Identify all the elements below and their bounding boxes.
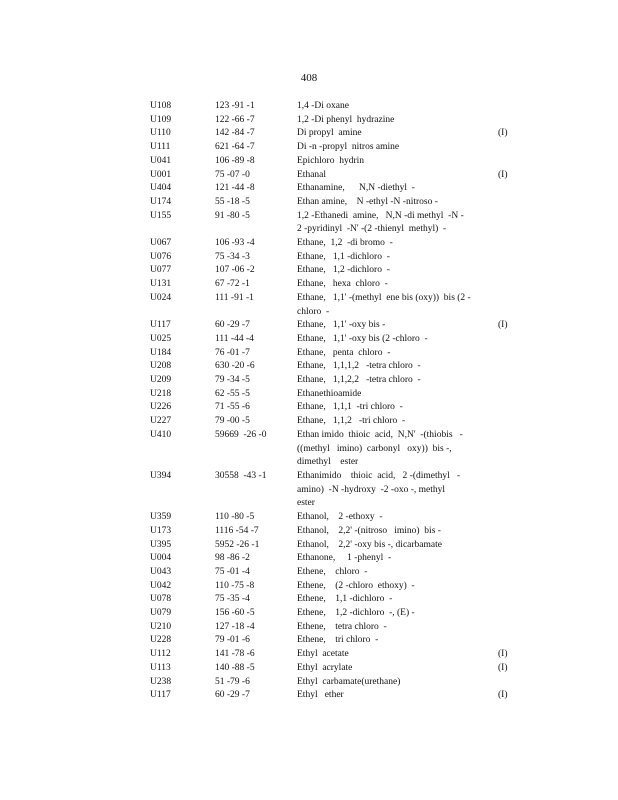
substance-name: Ethane, 1,1 -dichloro - (297, 251, 390, 262)
cas-number: 127 -18 -4 (215, 621, 255, 632)
substance-name: Ethan amine, N -ethyl -N -nitroso - (297, 196, 438, 207)
table-row (0, 155, 618, 169)
waste-code: U110 (150, 128, 171, 139)
waste-code: U404 (150, 183, 172, 194)
cas-number: 1116 -54 -7 (215, 525, 259, 536)
cas-number: 75 -35 -4 (215, 594, 250, 605)
table-row (0, 169, 618, 183)
substance-name: Ethyl acrylate (297, 662, 353, 673)
table-row (0, 360, 618, 374)
substance-name: Ethane, 1,1,2 -tri chloro - (297, 416, 406, 427)
cas-number: 156 -60 -5 (215, 608, 255, 619)
cas-number: 122 -66 -7 (215, 114, 255, 125)
table-row (0, 141, 618, 155)
cas-number: 110 -80 -5 (215, 512, 255, 523)
table-row (0, 662, 618, 676)
waste-code: U078 (150, 594, 172, 605)
cas-number: 79 -34 -5 (215, 375, 250, 386)
substance-name: Ethane, 1,1,1 -tri chloro - (297, 402, 403, 413)
hazard-flag: (I) (498, 662, 508, 673)
waste-code: U113 (150, 662, 171, 673)
substance-name: Ethane, penta chloro - (297, 347, 391, 358)
table-row (0, 127, 618, 141)
substance-name: Ethane, hexa chloro - (297, 279, 388, 290)
cas-number: 123 -91 -1 (215, 101, 255, 111)
waste-code: U077 (150, 265, 172, 276)
waste-code: U111 (150, 142, 171, 153)
cas-number: 106 -89 -8 (215, 155, 255, 166)
table-row (0, 278, 618, 292)
table-row (0, 648, 618, 662)
waste-code: U117 (150, 320, 171, 331)
table-row (0, 676, 618, 690)
waste-code: U025 (150, 333, 172, 344)
table-row (0, 333, 618, 347)
waste-code: U359 (150, 512, 172, 523)
cas-number: 60 -29 -7 (215, 690, 250, 701)
cas-number: 141 -78 -6 (215, 649, 255, 660)
substance-name: Ethene, 1,2 -dichloro -, (E) - (297, 608, 415, 619)
substance-name: Ethyl carbamate(urethane) (297, 676, 401, 687)
waste-code: U001 (150, 169, 172, 180)
waste-code: U227 (150, 416, 172, 427)
table-row (0, 689, 618, 703)
table-row (0, 388, 618, 402)
cas-number: 106 -93 -4 (215, 238, 255, 249)
cas-number: 140 -88 -5 (215, 662, 255, 673)
waste-code: U079 (150, 608, 172, 619)
substance-name: Ethane, 1,2 -di bromo - (297, 238, 393, 249)
waste-code: U043 (150, 566, 172, 577)
substance-name: Ethanal (297, 169, 327, 180)
table-row (0, 182, 618, 196)
substance-name: Ethane, 1,1' -(methyl ene bis (oxy)) bis (2 - chloro - (297, 292, 471, 317)
cas-number: 111 -91 -1 (215, 292, 254, 303)
substance-name: Ethene, 1,1 -dichloro - (297, 594, 393, 605)
substance-name: Ethane, 1,1' -oxy bis - (297, 320, 386, 331)
waste-code: U155 (150, 210, 172, 221)
table-row (0, 264, 618, 278)
substance-name: Ethanamine, N,N -diethyl - (297, 183, 415, 194)
cas-number: 91 -80 -5 (215, 210, 250, 221)
waste-code: U173 (150, 525, 172, 536)
substance-name: Ethanimido thioic acid, 2 -(dimethyl - amino) -N -hydroxy -2 -oxo -, methyl ester (297, 470, 461, 509)
table-row (0, 196, 618, 210)
table-row (0, 292, 618, 319)
table-row (0, 552, 618, 566)
table-row (0, 347, 618, 361)
cas-number: 75 -34 -3 (215, 251, 250, 262)
waste-code: U109 (150, 114, 172, 125)
substance-name: Ethanol, 2,2' -oxy bis -, dicarbamate (297, 539, 442, 550)
substance-name: Ethene, tri chloro - (297, 635, 379, 646)
waste-code: U076 (150, 251, 172, 262)
substance-name: Ethanol, 2 -ethoxy - (297, 512, 383, 523)
waste-code: U067 (150, 238, 172, 249)
hazard-flag: (I) (498, 128, 508, 139)
table-row (0, 525, 618, 539)
substance-name: Di -n -propyl nitros amine (297, 142, 400, 153)
table-row (0, 539, 618, 553)
waste-code: U131 (150, 279, 172, 290)
substance-name: Ethanethioamide (297, 388, 362, 399)
cas-number: 121 -44 -8 (215, 183, 255, 194)
waste-code: U238 (150, 676, 172, 687)
table-row (0, 251, 618, 265)
cas-number: 111 -44 -4 (215, 333, 254, 344)
waste-code: U395 (150, 539, 172, 550)
waste-code: U117 (150, 690, 171, 701)
substance-name: Di propyl amine (297, 128, 362, 139)
substance-name: Ethene, tetra chloro - (297, 621, 387, 632)
substance-name: Ethyl ether (297, 690, 344, 701)
waste-code: U218 (150, 388, 172, 399)
waste-code: U041 (150, 155, 172, 166)
substance-name: 1,4 -Di oxane (297, 101, 349, 111)
table-row (0, 210, 618, 237)
waste-code: U184 (150, 347, 172, 358)
hazard-flag: (I) (498, 169, 508, 180)
table-row (0, 319, 618, 333)
substance-name: Ethane, 1,2 -dichloro - (297, 265, 390, 276)
substance-name: Ethane, 1,1' -oxy bis (2 -chloro - (297, 333, 428, 344)
cas-number: 59669 -26 -0 (215, 429, 267, 440)
substance-name: Ethanol, 2,2' -(nitroso imino) bis - (297, 525, 441, 536)
table-row (0, 580, 618, 594)
table-row (0, 114, 618, 128)
table-row (0, 511, 618, 525)
substance-name: Ethene, chloro - (297, 566, 368, 577)
table-row (0, 100, 618, 114)
table-row (0, 621, 618, 635)
table-row (0, 593, 618, 607)
table-row (0, 415, 618, 429)
table-row (0, 429, 618, 470)
substance-name: Ethan imido thioic acid, N,N' -(thiobis - ((methyl imino) carbonyl oxy)) bis -, dimethyl ester (297, 429, 463, 468)
table-row (0, 607, 618, 621)
page-number: 408 (300, 72, 318, 84)
substance-name: Ethane, 1,1,2,2 -tetra chloro - (297, 375, 421, 386)
cas-number: 76 -01 -7 (215, 347, 250, 358)
table-row (0, 566, 618, 580)
waste-code: U210 (150, 621, 172, 632)
waste-code: U394 (150, 470, 172, 481)
cas-number: 75 -01 -4 (215, 566, 250, 577)
waste-code: U042 (150, 580, 172, 591)
substance-name: Ethyl acetate (297, 649, 349, 660)
hazard-flag: (I) (498, 690, 508, 701)
table-row (0, 634, 618, 648)
substance-name: 1,2 -Ethanedi amine, N,N -di methyl -N - 2 -pyridinyl -N' -(2 -thienyl methyl) - (297, 210, 464, 235)
cas-number: 67 -72 -1 (215, 279, 250, 290)
cas-number: 621 -64 -7 (215, 142, 255, 153)
hazardous-waste-table (0, 100, 618, 703)
cas-number: 142 -84 -7 (215, 128, 255, 139)
cas-number: 62 -55 -5 (215, 388, 250, 399)
cas-number: 79 -00 -5 (215, 416, 250, 427)
waste-code: U024 (150, 292, 172, 303)
waste-code: U209 (150, 375, 172, 386)
substance-name: 1,2 -Di phenyl hydrazine (297, 114, 395, 125)
cas-number: 630 -20 -6 (215, 361, 255, 372)
hazard-flag: (I) (498, 649, 508, 660)
waste-code: U108 (150, 101, 172, 111)
cas-number: 75 -07 -0 (215, 169, 250, 180)
cas-number: 71 -55 -6 (215, 402, 250, 413)
substance-name: Epichloro hydrin (297, 155, 365, 166)
hazard-flag: (I) (498, 320, 508, 331)
waste-code: U004 (150, 553, 172, 564)
cas-number: 51 -79 -6 (215, 676, 250, 687)
waste-code: U112 (150, 649, 171, 660)
waste-code: U228 (150, 635, 172, 646)
table-row (0, 470, 618, 511)
substance-name: Ethene, (2 -chloro ethoxy) - (297, 580, 415, 591)
table-row (0, 374, 618, 388)
cas-number: 30558 -43 -1 (215, 470, 267, 481)
waste-code: U208 (150, 361, 172, 372)
waste-code: U226 (150, 402, 172, 413)
substance-name: Ethane, 1,1,1,2 -tetra chloro - (297, 361, 421, 372)
waste-code: U174 (150, 196, 172, 207)
cas-number: 60 -29 -7 (215, 320, 250, 331)
substance-name: Ethanone, 1 -phenyl - (297, 553, 392, 564)
cas-number: 110 -75 -8 (215, 580, 255, 591)
cas-number: 55 -18 -5 (215, 196, 250, 207)
cas-number: 98 -86 -2 (215, 553, 250, 564)
cas-number: 79 -01 -6 (215, 635, 250, 646)
table-row (0, 401, 618, 415)
waste-code: U410 (150, 429, 172, 440)
table-row (0, 237, 618, 251)
cas-number: 5952 -26 -1 (215, 539, 260, 550)
cas-number: 107 -06 -2 (215, 265, 255, 276)
